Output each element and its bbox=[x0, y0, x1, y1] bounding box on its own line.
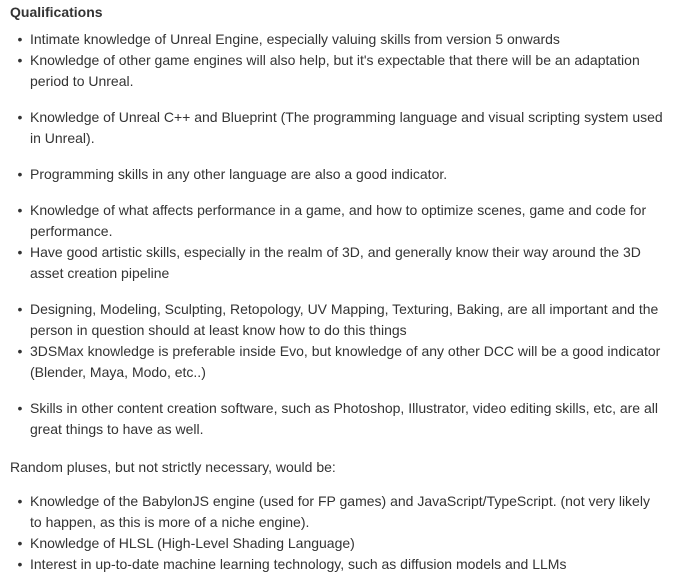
list-item-text: Designing, Modeling, Sculpting, Retopology, UV Mapping, Texturing, Baking, are all important and the person in question should at least know how to do this things bbox=[30, 301, 659, 338]
bullet-icon: • bbox=[17, 109, 23, 125]
bullet-icon: • bbox=[17, 244, 23, 260]
list-item bbox=[10, 164, 665, 185]
list-item-text: Programming skills in any other language are also a good indicator. bbox=[30, 166, 448, 182]
bullet-icon: • bbox=[17, 343, 23, 359]
pluses-intro: Random pluses, but not strictly necessary, would be: bbox=[10, 459, 336, 475]
bullet-icon: • bbox=[17, 31, 23, 47]
bullet-icon: • bbox=[17, 556, 23, 572]
list-item-text: Skills in other content creation software, such as Photoshop, Illustrator, video editing skills, etc, are all great things to have as well. bbox=[30, 400, 658, 437]
list-item bbox=[10, 200, 665, 242]
list-item bbox=[10, 50, 665, 92]
bullet-icon: • bbox=[17, 301, 23, 317]
list-item bbox=[10, 554, 665, 575]
bullet-icon: • bbox=[17, 400, 23, 416]
section-heading: Qualifications bbox=[10, 4, 103, 20]
list-item-text: 3DSMax knowledge is preferable inside Evo, but knowledge of any other DCC will be a good indicator (Blender, Maya, Modo, etc..) bbox=[30, 343, 661, 380]
list-item-text: Knowledge of other game engines will also help, but it's expectable that there will be an adaptation period to Unreal. bbox=[30, 52, 640, 89]
list-item bbox=[10, 29, 665, 50]
list-item-text: Intimate knowledge of Unreal Engine, especially valuing skills from version 5 onwards bbox=[30, 31, 560, 47]
list-item-text: Knowledge of what affects performance in a game, and how to optimize scenes, game and code for performance. bbox=[30, 202, 647, 239]
bullet-icon: • bbox=[17, 493, 23, 509]
list-item-text: Knowledge of Unreal C++ and Blueprint (The programming language and visual scripting system used in Unreal). bbox=[30, 109, 663, 146]
pluses-list bbox=[10, 491, 665, 575]
list-item bbox=[10, 242, 665, 284]
list-item-text: Knowledge of the BabylonJS engine (used for FP games) and JavaScript/TypeScript. (not very likely to happen, as this is more of a niche engine). bbox=[30, 493, 650, 530]
qualifications-list bbox=[10, 29, 665, 440]
list-item bbox=[10, 398, 665, 440]
bullet-icon: • bbox=[17, 202, 23, 218]
bullet-icon: • bbox=[17, 52, 23, 68]
bullet-icon: • bbox=[17, 166, 23, 182]
bullet-icon: • bbox=[17, 535, 23, 551]
list-item-text: Knowledge of HLSL (High-Level Shading Language) bbox=[30, 535, 355, 551]
list-item bbox=[10, 107, 665, 149]
list-item bbox=[10, 341, 665, 383]
list-item bbox=[10, 533, 665, 554]
list-item-text: Have good artistic skills, especially in the realm of 3D, and generally know their way around the 3D asset creation pipeline bbox=[30, 244, 641, 281]
list-item bbox=[10, 299, 665, 341]
list-item bbox=[10, 491, 665, 533]
list-item-text: Interest in up-to-date machine learning technology, such as diffusion models and LLMs bbox=[30, 556, 567, 572]
